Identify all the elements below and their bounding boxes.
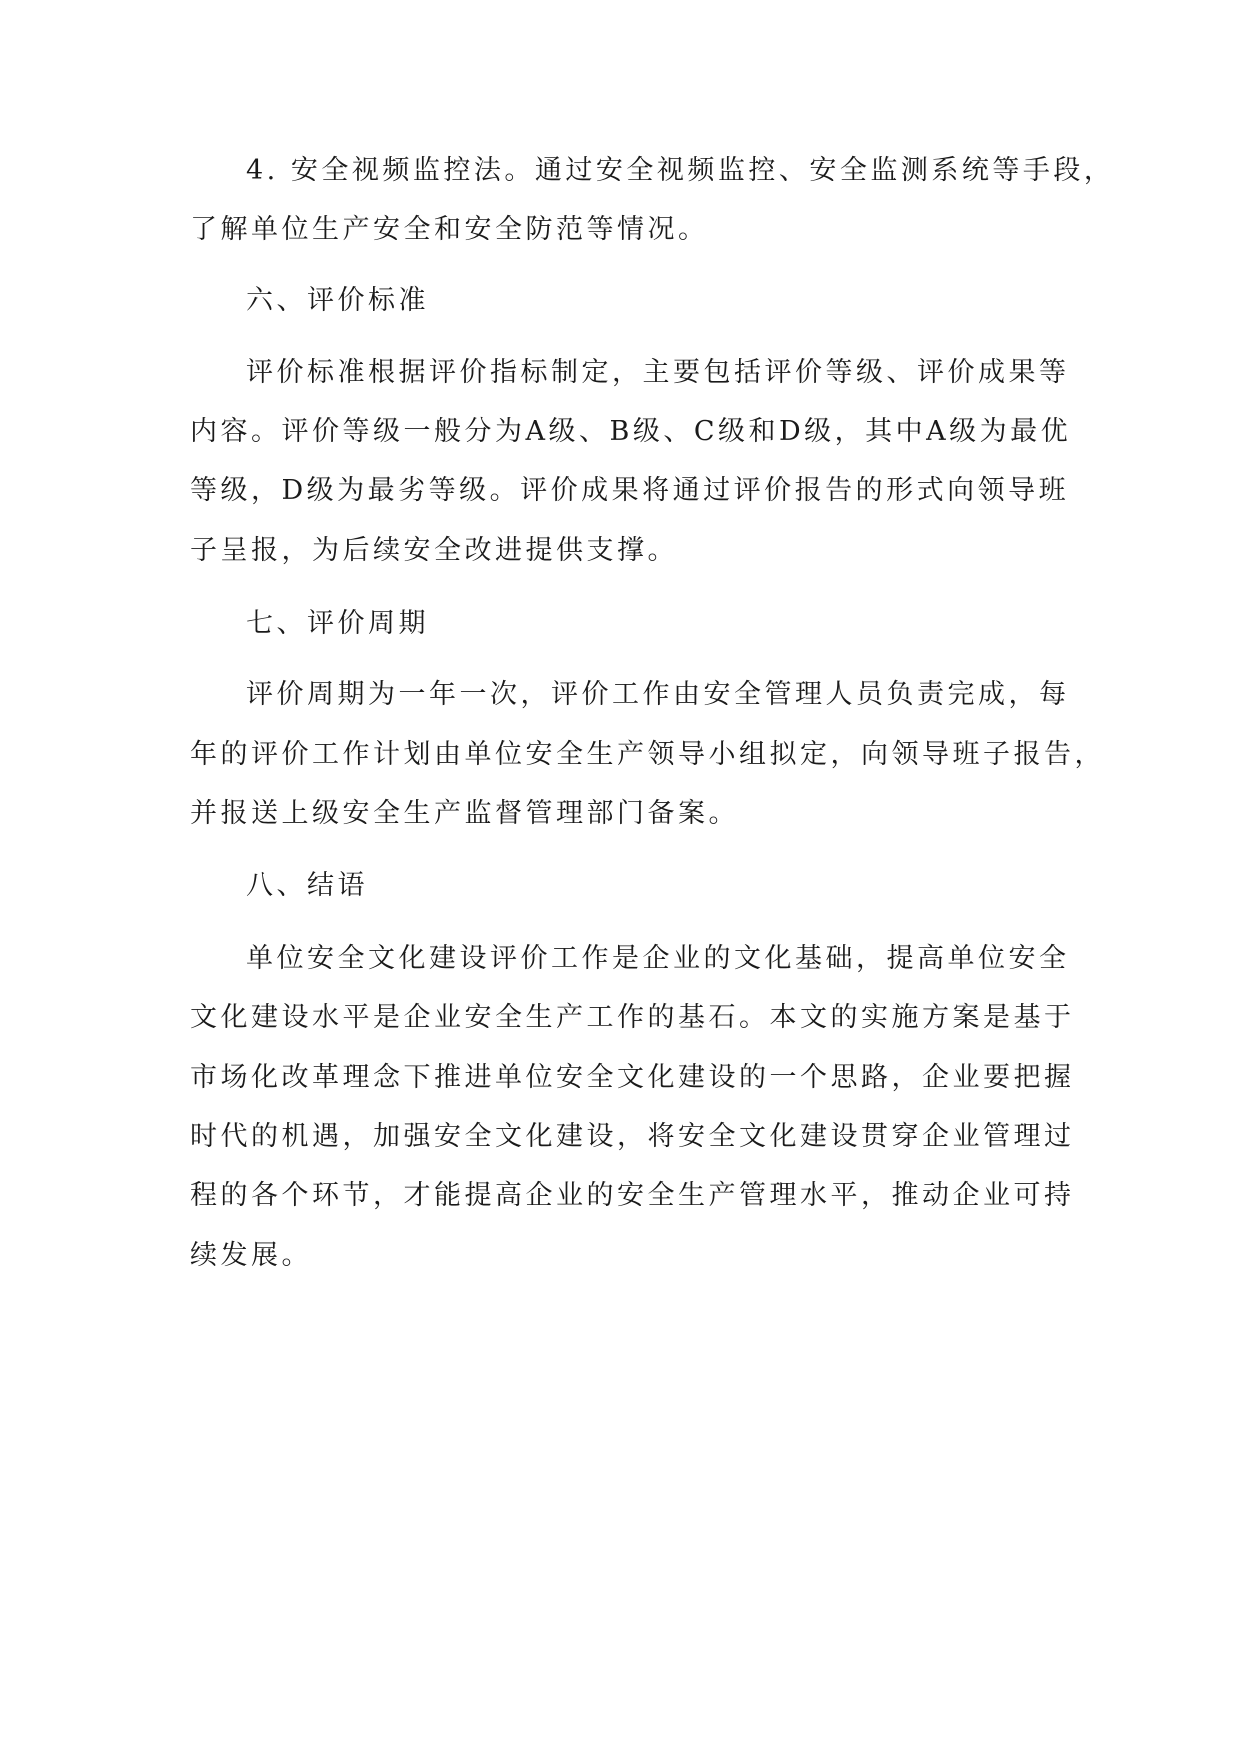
- paragraph-conclusion-line-1: 单位安全文化建设评价工作是企业的文化基础，提高单位安全: [246, 943, 1070, 974]
- paragraph-conclusion-line-4: 时代的机遇，加强安全文化建设，将安全文化建设贯穿企业管理过: [190, 1121, 1075, 1152]
- paragraph-cycle-line-2: 年的评价工作计划由单位安全生产领导小组拟定，向领导班子报告，: [190, 739, 1105, 770]
- paragraph-4-line-2: 了解单位生产安全和安全防范等情况。: [190, 214, 709, 245]
- section-heading-8: 八、结语: [246, 870, 368, 901]
- paragraph-standard-line-3: 等级，D级为最劣等级。评价成果将通过评价报告的形式向领导班: [190, 475, 1070, 506]
- paragraph-conclusion-line-3: 市场化改革理念下推进单位安全文化建设的一个思路，企业要把握: [190, 1062, 1075, 1093]
- paragraph-cycle-line-3: 并报送上级安全生产监督管理部门备案。: [190, 798, 739, 829]
- paragraph-conclusion-line-2: 文化建设水平是企业安全生产工作的基石。本文的实施方案是基于: [190, 1002, 1075, 1033]
- paragraph-standard-line-1: 评价标准根据评价指标制定，主要包括评价等级、评价成果等: [246, 357, 1070, 388]
- paragraph-4-line-1: 4. 安全视频监控法。通过安全视频监控、安全监测系统等手段，: [246, 155, 1115, 186]
- paragraph-conclusion-line-5: 程的各个环节，才能提高企业的安全生产管理水平，推动企业可持: [190, 1180, 1075, 1211]
- paragraph-standard-line-4: 子呈报，为后续安全改进提供支撑。: [190, 535, 678, 566]
- paragraph-conclusion-line-6: 续发展。: [190, 1240, 312, 1271]
- paragraph-standard-line-2: 内容。评价等级一般分为A级、B级、C级和D级，其中A级为最优: [190, 416, 1072, 447]
- section-heading-7: 七、评价周期: [246, 608, 429, 639]
- paragraph-cycle-line-1: 评价周期为一年一次，评价工作由安全管理人员负责完成，每: [246, 679, 1070, 710]
- section-heading-6: 六、评价标准: [246, 285, 429, 316]
